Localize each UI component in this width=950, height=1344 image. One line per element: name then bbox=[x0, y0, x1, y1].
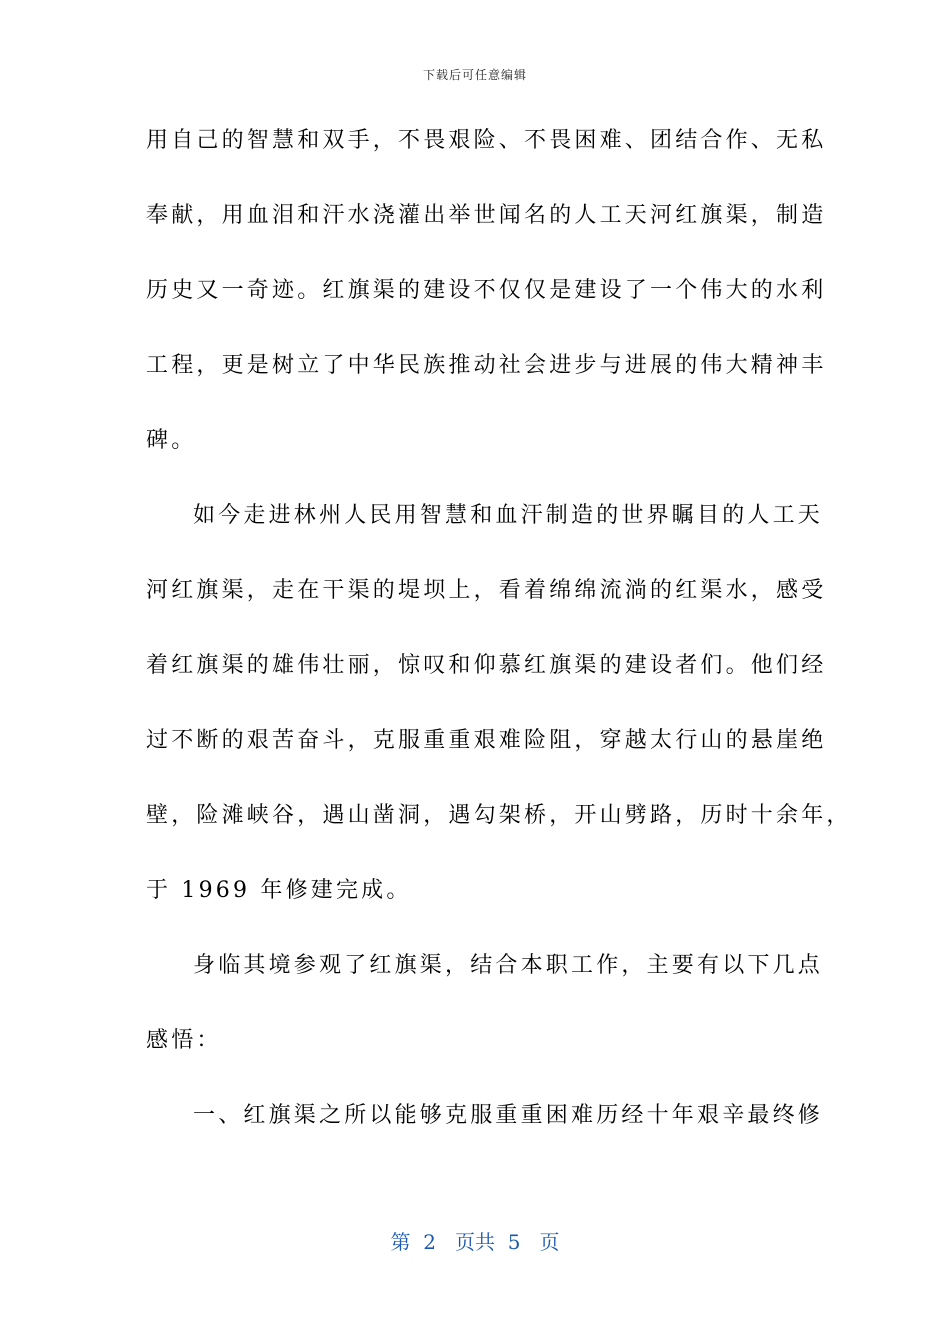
text-line: 历史又一奇迹。红旗渠的建设不仅仅是建设了一个伟大的水利 bbox=[146, 278, 827, 303]
text-line: 着红旗渠的雄伟壮丽，惊叹和仰慕红旗渠的建设者们。他们经 bbox=[146, 653, 827, 678]
text-line: 过不断的艰苦奋斗，克服重重艰难险阻，穿越太行山的悬崖绝 bbox=[146, 728, 827, 753]
page-number-footer: 第 2 页共 5 页 bbox=[390, 1230, 560, 1254]
text-line: 于 1969 年修建完成。 bbox=[146, 878, 412, 903]
text-line: 奉献，用血泪和汗水浇灌出举世闻名的人工天河红旗渠，制造 bbox=[146, 203, 827, 228]
text-line: 壁，险滩峡谷，遇山凿洞，遇勾架桥，开山劈路，历时十余年， bbox=[146, 803, 852, 828]
text-line: 工程，更是树立了中华民族推动社会进步与进展的伟大精神丰 bbox=[146, 353, 827, 378]
text-line: 身临其境参观了红旗渠，结合本职工作，主要有以下几点 bbox=[193, 953, 824, 978]
text-line: 用自己的智慧和双手，不畏艰险、不畏困难、团结合作、无私 bbox=[146, 128, 827, 153]
text-line: 感悟： bbox=[146, 1028, 222, 1053]
text-line: 如今走进林州人民用智慧和血汗制造的世界瞩目的人工天 bbox=[193, 503, 824, 528]
text-line: 河红旗渠，走在干渠的堤坝上，看着绵绵流淌的红渠水，感受 bbox=[146, 578, 827, 603]
text-line: 一、红旗渠之所以能够克服重重困难历经十年艰辛最终修 bbox=[193, 1103, 824, 1128]
text-line: 碑。 bbox=[146, 428, 197, 453]
document-body bbox=[146, 122, 852, 1172]
page-header: 下载后可任意编辑 bbox=[422, 68, 527, 82]
